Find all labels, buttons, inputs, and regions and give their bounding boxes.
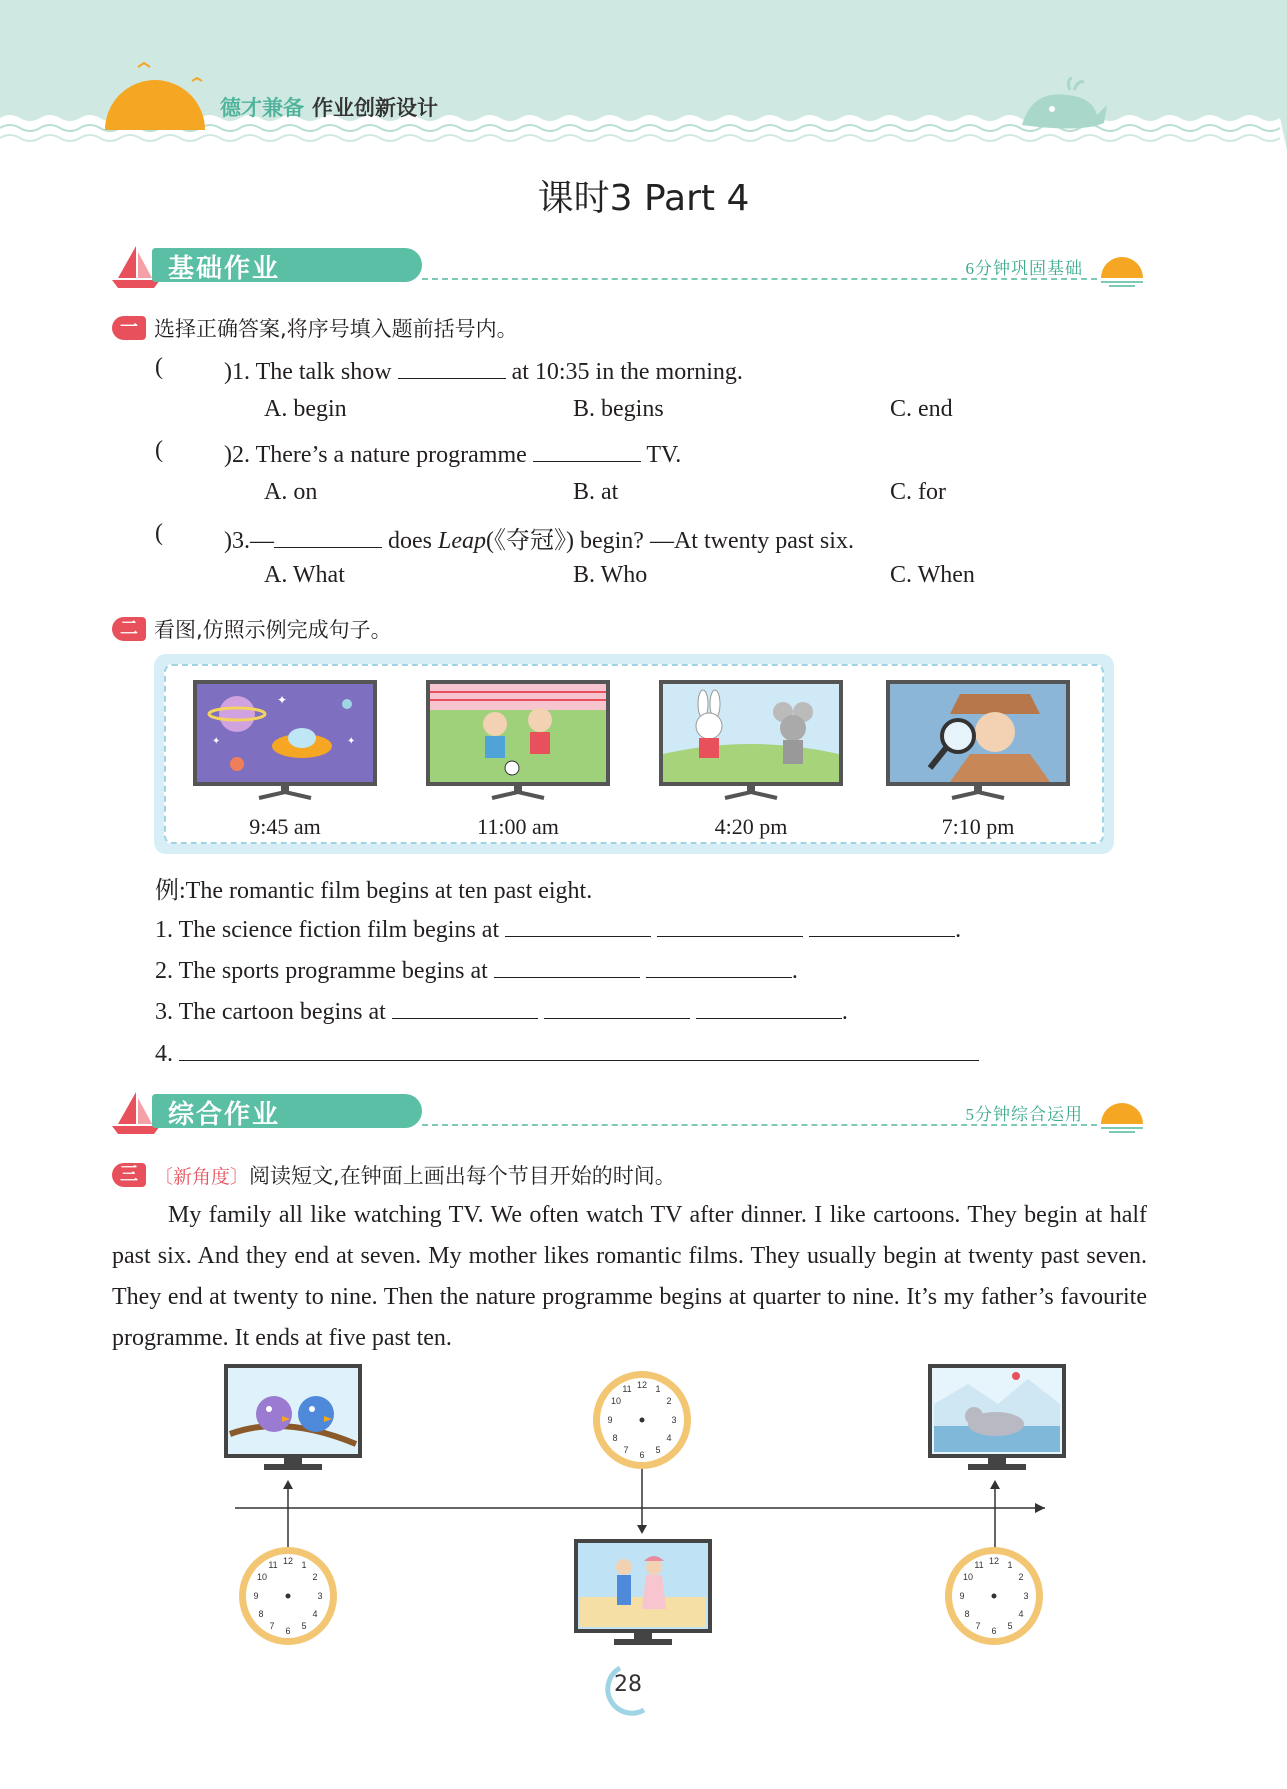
clock-face-cartoon[interactable]: [236, 1544, 340, 1648]
fill-line-4: [155, 1036, 979, 1068]
example-sentence: 例:The romantic film begins at ten past eight.: [155, 878, 593, 904]
fill-line-text: 3. The cartoon begins at: [155, 999, 386, 1025]
question-number: 二: [112, 617, 146, 641]
tv-screen: [193, 680, 377, 786]
fill-line-1: 1. The science fiction film begins at .: [155, 912, 961, 944]
option-a: A. begin: [264, 396, 347, 422]
item-text-italic: Leap: [438, 528, 486, 554]
svg-text:5: 5: [1007, 1621, 1013, 1631]
fill-line-text: 1. The science fiction film begins at: [155, 917, 500, 943]
answer-blank[interactable]: [179, 1036, 979, 1061]
question-number: 三: [112, 1163, 146, 1187]
svg-text:1: 1: [1007, 1560, 1013, 1570]
fill-line-2: 2. The sports programme begins at .: [155, 953, 798, 985]
question-1-heading: [112, 313, 518, 343]
item-text-pre: —: [250, 528, 274, 554]
header-brand: [220, 92, 438, 122]
question-tag: 〔新角度〕: [154, 1165, 250, 1188]
svg-text:12: 12: [988, 1556, 1000, 1566]
answer-blank[interactable]: [274, 523, 382, 548]
tv-time-label: 4:20 pm: [714, 814, 788, 839]
page-number: 28: [614, 1672, 642, 1697]
whale-icon: [1012, 75, 1112, 135]
tv-time-label: 9:45 am: [249, 814, 321, 839]
tv-stand: [488, 786, 548, 800]
answer-blank[interactable]: [494, 953, 640, 978]
tv-screen: [659, 680, 843, 786]
mc-item-3: [224, 520, 854, 555]
answer-blank[interactable]: [696, 994, 842, 1019]
svg-text:9: 9: [959, 1591, 965, 1601]
svg-text:2: 2: [1018, 1572, 1024, 1582]
svg-text:1: 1: [655, 1384, 661, 1394]
answer-blank[interactable]: [533, 437, 641, 462]
tv-nature-programme: [928, 1364, 1068, 1474]
svg-text:7: 7: [623, 1445, 629, 1455]
option-b: B. Who: [573, 562, 648, 588]
page-header: [0, 0, 1287, 150]
option-a: A. What: [264, 562, 345, 588]
svg-text:10: 10: [256, 1572, 268, 1582]
section-title: 综合作业: [168, 1100, 281, 1130]
svg-text:8: 8: [258, 1609, 264, 1619]
svg-text:3: 3: [317, 1591, 323, 1601]
question-2-heading: [112, 614, 392, 644]
answer-blank[interactable]: [646, 953, 792, 978]
section-timing: 5分钟综合运用: [965, 1105, 1083, 1124]
svg-text:11: 11: [622, 1384, 632, 1394]
svg-text:9: 9: [607, 1415, 613, 1425]
item-text-post: at 10:35 in the morning.: [511, 359, 743, 385]
svg-text:6: 6: [991, 1626, 997, 1636]
svg-text:12: 12: [636, 1380, 648, 1390]
option-b: B. at: [573, 479, 619, 505]
question-instruction: 阅读短文,在钟面上画出每个节目开始的时间。: [249, 1164, 676, 1188]
sports-scene-icon: [430, 684, 606, 782]
item-number: )2.: [224, 442, 250, 468]
svg-text:2: 2: [312, 1572, 318, 1582]
space-scene-icon: [197, 684, 373, 782]
svg-text:11: 11: [974, 1560, 984, 1570]
question-3-heading: [112, 1160, 676, 1190]
tv-stand: [948, 786, 1008, 800]
detective-scene-icon: [890, 684, 1066, 782]
lesson-title: 课时3 Part 4: [537, 178, 750, 219]
svg-text:5: 5: [655, 1445, 661, 1455]
clock-face-romantic[interactable]: [942, 1544, 1046, 1648]
answer-blank[interactable]: [398, 354, 506, 379]
answer-paren: (: [155, 520, 163, 546]
tv-time-label: 11:00 am: [477, 814, 559, 839]
tv-screen: [426, 680, 610, 786]
sun-icon: [1097, 248, 1147, 288]
svg-text:3: 3: [671, 1415, 677, 1425]
option-b: B. begins: [573, 396, 664, 422]
section-title: 基础作业: [168, 254, 281, 284]
option-c: C. end: [890, 396, 953, 422]
svg-text:1: 1: [301, 1560, 307, 1570]
answer-blank[interactable]: [657, 912, 803, 937]
mc-item-2: [224, 437, 681, 469]
option-a: A. on: [264, 479, 318, 505]
cartoon-scene-icon: [663, 684, 839, 782]
svg-text:2: 2: [666, 1396, 672, 1406]
svg-text:5: 5: [301, 1621, 307, 1631]
clock-face-nature[interactable]: [590, 1368, 694, 1472]
answer-blank[interactable]: [809, 912, 955, 937]
section-banner-comprehensive: [112, 1090, 1147, 1134]
timeline-arrowhead: [1035, 1503, 1045, 1513]
reading-passage: My family all like watching TV. We often watch TV after dinner. I like cartoons. They begin at half past six. And they end at seven. My mother likes romantic films. They usually begin at twenty past seven. They end at twenty to nine. Then the nature programme begins at quarter to nine. It’s my father’s favourite programme. It ends at five past ten.: [112, 1202, 1147, 1351]
answer-blank[interactable]: [505, 912, 651, 937]
mc-item-1: [224, 354, 743, 386]
question-number: 一: [112, 316, 146, 340]
item-number: )1.: [224, 359, 250, 385]
svg-text:✦: ✦: [212, 736, 221, 747]
tv-screen: [886, 680, 1070, 786]
option-c: C. When: [890, 562, 975, 588]
svg-text:✦: ✦: [277, 693, 288, 707]
svg-text:9: 9: [253, 1591, 259, 1601]
svg-text:✦: ✦: [347, 736, 356, 747]
svg-text:8: 8: [612, 1433, 618, 1443]
svg-text:4: 4: [1018, 1609, 1024, 1619]
brand-dark-text: 作业创新设计: [312, 96, 438, 120]
sun-icon: [1097, 1094, 1147, 1134]
svg-text:11: 11: [268, 1560, 278, 1570]
section-banner-basic: [112, 244, 1147, 288]
tv-stand: [721, 786, 781, 800]
question-instruction: 选择正确答案,将序号填入题前括号内。: [154, 317, 518, 341]
question-instruction: 看图,仿照示例完成句子。: [154, 618, 392, 642]
tv-cartoon-birds: [224, 1364, 364, 1474]
item-text-post-b: (《夺冠》) begin? —At twenty past six.: [486, 528, 854, 554]
svg-text:6: 6: [639, 1450, 645, 1460]
section-timing: 6分钟巩固基础: [965, 259, 1083, 278]
svg-text:10: 10: [610, 1396, 622, 1406]
answer-blank[interactable]: [392, 994, 538, 1019]
fill-line-text: 4.: [155, 1041, 173, 1067]
sun-icon: [100, 55, 210, 135]
item-text-pre: There’s a nature programme: [255, 442, 527, 468]
svg-text:7: 7: [975, 1621, 981, 1631]
answer-paren: (: [155, 354, 163, 380]
fill-line-text: 2. The sports programme begins at: [155, 958, 488, 984]
tv-stand: [255, 786, 315, 800]
svg-text:4: 4: [312, 1609, 318, 1619]
svg-text:7: 7: [269, 1621, 275, 1631]
svg-text:12: 12: [282, 1556, 294, 1566]
answer-paren: (: [155, 437, 163, 463]
answer-blank[interactable]: [544, 994, 690, 1019]
tv-romantic-film: [574, 1539, 714, 1649]
item-text-pre: The talk show: [255, 359, 392, 385]
svg-text:10: 10: [962, 1572, 974, 1582]
svg-text:6: 6: [285, 1626, 291, 1636]
brand-green-text: 德才兼备: [220, 96, 304, 120]
svg-text:3: 3: [1023, 1591, 1029, 1601]
tv-time-label: 7:10 pm: [941, 814, 1015, 839]
fill-line-3: 3. The cartoon begins at .: [155, 994, 848, 1026]
option-c: C. for: [890, 479, 946, 505]
svg-text:8: 8: [964, 1609, 970, 1619]
item-number: )3.: [224, 528, 250, 554]
svg-text:4: 4: [666, 1433, 672, 1443]
item-text-post-a: does: [388, 528, 438, 554]
item-text-post: TV.: [646, 442, 682, 468]
